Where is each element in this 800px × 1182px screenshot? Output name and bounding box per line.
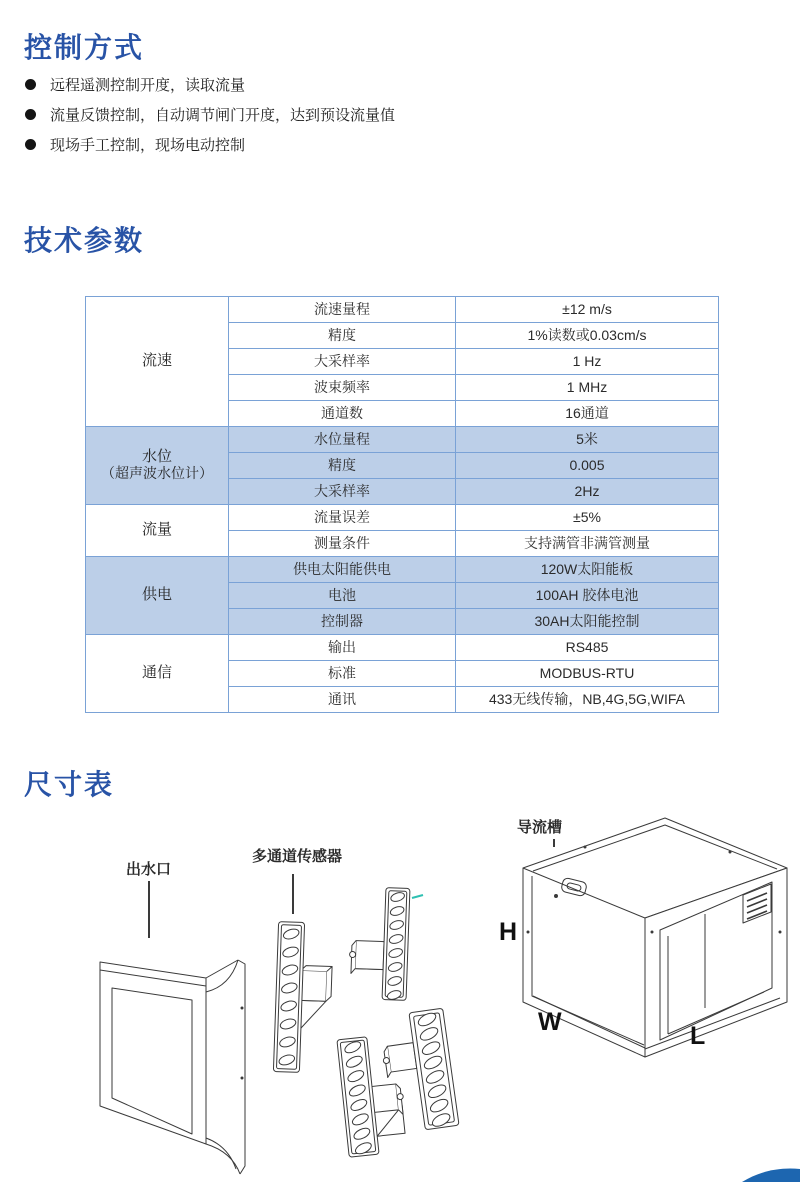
param-cell: 水位量程 xyxy=(229,427,456,453)
param-cell: 控制器 xyxy=(229,609,456,635)
value-cell: 100AH 胶体电池 xyxy=(456,583,719,609)
length-dimension-label: L xyxy=(690,1022,706,1050)
value-cell: 1 MHz xyxy=(456,375,719,401)
group-label-flow-rate: 流量 xyxy=(86,505,229,557)
outlet-leader-line xyxy=(148,881,150,938)
flume-callout-label: 导流槽 xyxy=(517,819,563,836)
table-row xyxy=(86,427,719,453)
param-cell: 精度 xyxy=(229,323,456,349)
table-row xyxy=(86,635,719,661)
bullet-text: 现场手工控制，现场电动控制 xyxy=(50,137,246,154)
group-label-flow-velocity: 流速 xyxy=(86,297,229,427)
param-cell: 通道数 xyxy=(229,401,456,427)
param-cell: 流量误差 xyxy=(229,505,456,531)
list-item xyxy=(25,76,395,93)
value-cell: 433无线传输，NB,4G,5G,WIFA xyxy=(456,687,719,713)
group-label-communication: 通信 xyxy=(86,635,229,713)
bullet-icon xyxy=(25,109,36,120)
width-dimension-label: W xyxy=(538,1008,562,1036)
sensor-callout-label: 多通道传感器 xyxy=(252,848,343,865)
param-cell: 流速量程 xyxy=(229,297,456,323)
value-cell: 120W太阳能板 xyxy=(456,557,719,583)
param-cell: 大采样率 xyxy=(229,349,456,375)
bullet-icon xyxy=(25,79,36,90)
height-dimension-label: H xyxy=(499,918,518,946)
value-cell: 0.005 xyxy=(456,453,719,479)
bullet-icon xyxy=(25,139,36,150)
param-cell: 标准 xyxy=(229,661,456,687)
param-cell: 电池 xyxy=(229,583,456,609)
bullet-text: 流量反馈控制，自动调节闸门开度，达到预设流量值 xyxy=(50,107,396,124)
value-cell: 16通道 xyxy=(456,401,719,427)
param-cell: 供电太阳能供电 xyxy=(229,557,456,583)
value-cell: 支持满管非满管测量 xyxy=(456,531,719,557)
group-label-power: 供电 xyxy=(86,557,229,635)
dimension-diagram xyxy=(0,800,800,1182)
group-label-text: 水位 xyxy=(141,448,172,466)
value-cell: 5米 xyxy=(456,427,719,453)
dims-section-title: 尺寸表 xyxy=(24,769,115,800)
bullet-text: 远程遥测控制开度，读取流量 xyxy=(50,77,246,94)
outlet-callout-label: 出水口 xyxy=(126,861,172,878)
sensor-array-drawing xyxy=(255,872,480,1162)
value-cell: 1 Hz xyxy=(456,349,719,375)
param-cell: 波束频率 xyxy=(229,375,456,401)
param-cell: 大采样率 xyxy=(229,479,456,505)
table-row xyxy=(86,297,719,323)
value-cell: ±5% xyxy=(456,505,719,531)
corner-swoosh-decoration xyxy=(742,1166,800,1182)
spec-table xyxy=(85,296,719,713)
control-bullet-list xyxy=(25,76,395,166)
group-sublabel-text: （超声波水位计） xyxy=(101,465,213,482)
specs-section-title: 技术参数 xyxy=(24,225,145,256)
table-row xyxy=(86,557,719,583)
value-cell: 30AH太阳能控制 xyxy=(456,609,719,635)
control-section-title: 控制方式 xyxy=(24,32,145,63)
value-cell: 1%读数或0.03cm/s xyxy=(456,323,719,349)
value-cell: 2Hz xyxy=(456,479,719,505)
group-label-water-level xyxy=(86,427,229,505)
value-cell: MODBUS-RTU xyxy=(456,661,719,687)
table-row xyxy=(86,505,719,531)
list-item xyxy=(25,136,395,153)
param-cell: 输出 xyxy=(229,635,456,661)
param-cell: 通讯 xyxy=(229,687,456,713)
param-cell: 测量条件 xyxy=(229,531,456,557)
value-cell: ±12 m/s xyxy=(456,297,719,323)
list-item xyxy=(25,106,395,123)
outlet-drawing xyxy=(88,948,256,1182)
param-cell: 精度 xyxy=(229,453,456,479)
value-cell: RS485 xyxy=(456,635,719,661)
